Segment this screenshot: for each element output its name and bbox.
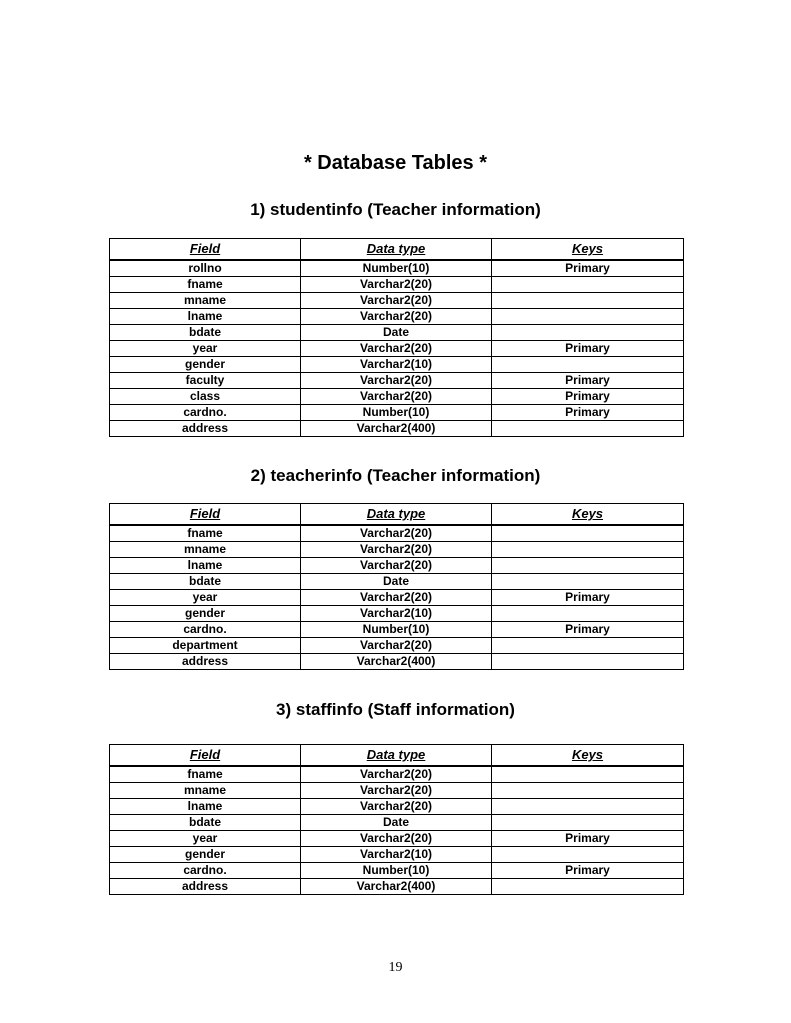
field-cell: fname bbox=[110, 277, 301, 293]
field-cell: cardno. bbox=[110, 863, 301, 879]
keys-cell: Primary bbox=[492, 405, 684, 421]
keys-cell bbox=[492, 766, 684, 783]
table-row bbox=[110, 799, 684, 815]
field-cell: rollno bbox=[110, 260, 301, 277]
table-row bbox=[110, 341, 684, 357]
keys-cell bbox=[492, 574, 684, 590]
field-cell: bdate bbox=[110, 815, 301, 831]
table-row bbox=[110, 638, 684, 654]
field-cell: mname bbox=[110, 542, 301, 558]
page-number: 19 bbox=[388, 960, 403, 975]
keys-cell bbox=[492, 293, 684, 309]
field-cell: fname bbox=[110, 525, 301, 542]
keys-cell bbox=[492, 542, 684, 558]
keys-cell bbox=[492, 799, 684, 815]
staffinfo-table bbox=[109, 744, 684, 895]
data-type-cell: Number(10) bbox=[301, 405, 492, 421]
data-type-cell: Number(10) bbox=[301, 622, 492, 638]
studentinfo-table bbox=[109, 238, 684, 437]
table-header-row bbox=[110, 504, 684, 526]
table-row bbox=[110, 766, 684, 783]
keys-cell: Primary bbox=[492, 622, 684, 638]
keys-cell bbox=[492, 357, 684, 373]
table-row bbox=[110, 525, 684, 542]
table-row bbox=[110, 293, 684, 309]
data-type-cell: Date bbox=[301, 815, 492, 831]
table-row bbox=[110, 783, 684, 799]
table-row bbox=[110, 558, 684, 574]
table-row bbox=[110, 863, 684, 879]
data-type-cell: Varchar2(20) bbox=[301, 831, 492, 847]
data-type-cell: Varchar2(400) bbox=[301, 879, 492, 895]
data-type-cell: Varchar2(20) bbox=[301, 590, 492, 606]
field-cell: lname bbox=[110, 558, 301, 574]
table-row bbox=[110, 421, 684, 437]
keys-cell: Primary bbox=[492, 389, 684, 405]
field-cell: bdate bbox=[110, 574, 301, 590]
table-row bbox=[110, 879, 684, 895]
table-row bbox=[110, 373, 684, 389]
table-row bbox=[110, 277, 684, 293]
data-type-cell: Varchar2(20) bbox=[301, 309, 492, 325]
keys-cell: Primary bbox=[492, 863, 684, 879]
data-type-cell: Varchar2(20) bbox=[301, 373, 492, 389]
table-row bbox=[110, 309, 684, 325]
table-header-row bbox=[110, 239, 684, 261]
data-type-cell: Varchar2(10) bbox=[301, 606, 492, 622]
field-cell: lname bbox=[110, 799, 301, 815]
data-type-cell: Varchar2(400) bbox=[301, 421, 492, 437]
keys-cell bbox=[492, 879, 684, 895]
table-row bbox=[110, 815, 684, 831]
section-title-staffinfo: 3) staffinfo (Staff information) bbox=[276, 700, 515, 719]
keys-cell: Primary bbox=[492, 260, 684, 277]
table-row bbox=[110, 654, 684, 670]
field-cell: gender bbox=[110, 357, 301, 373]
header-data-type: Data type bbox=[301, 504, 492, 526]
table-row bbox=[110, 405, 684, 421]
field-cell: gender bbox=[110, 847, 301, 863]
data-type-cell: Varchar2(20) bbox=[301, 638, 492, 654]
table-row bbox=[110, 357, 684, 373]
table-header-row bbox=[110, 745, 684, 767]
data-type-cell: Varchar2(20) bbox=[301, 389, 492, 405]
field-cell: year bbox=[110, 831, 301, 847]
field-cell: department bbox=[110, 638, 301, 654]
keys-cell bbox=[492, 847, 684, 863]
keys-cell bbox=[492, 421, 684, 437]
table-row bbox=[110, 590, 684, 606]
table-row bbox=[110, 260, 684, 277]
keys-cell bbox=[492, 815, 684, 831]
data-type-cell: Varchar2(20) bbox=[301, 783, 492, 799]
keys-cell bbox=[492, 309, 684, 325]
data-type-cell: Varchar2(10) bbox=[301, 357, 492, 373]
keys-cell bbox=[492, 606, 684, 622]
data-type-cell: Varchar2(20) bbox=[301, 766, 492, 783]
keys-cell bbox=[492, 783, 684, 799]
field-cell: class bbox=[110, 389, 301, 405]
keys-cell bbox=[492, 638, 684, 654]
keys-cell bbox=[492, 525, 684, 542]
data-type-cell: Varchar2(20) bbox=[301, 558, 492, 574]
field-cell: address bbox=[110, 421, 301, 437]
keys-cell bbox=[492, 558, 684, 574]
section-title-studentinfo: 1) studentinfo (Teacher information) bbox=[250, 200, 541, 219]
field-cell: year bbox=[110, 341, 301, 357]
table-row bbox=[110, 325, 684, 341]
keys-cell bbox=[492, 277, 684, 293]
page-title: * Database Tables * bbox=[303, 152, 488, 174]
field-cell: mname bbox=[110, 293, 301, 309]
field-cell: bdate bbox=[110, 325, 301, 341]
data-type-cell: Varchar2(20) bbox=[301, 542, 492, 558]
keys-cell: Primary bbox=[492, 831, 684, 847]
data-type-cell: Number(10) bbox=[301, 260, 492, 277]
data-type-cell: Varchar2(20) bbox=[301, 277, 492, 293]
field-cell: year bbox=[110, 590, 301, 606]
field-cell: gender bbox=[110, 606, 301, 622]
field-cell: fname bbox=[110, 766, 301, 783]
data-type-cell: Varchar2(20) bbox=[301, 525, 492, 542]
data-type-cell: Date bbox=[301, 574, 492, 590]
field-cell: mname bbox=[110, 783, 301, 799]
keys-cell: Primary bbox=[492, 373, 684, 389]
header-keys: Keys bbox=[492, 504, 684, 526]
header-data-type: Data type bbox=[301, 239, 492, 261]
header-keys: Keys bbox=[492, 745, 684, 767]
header-field: Field bbox=[110, 504, 301, 526]
header-data-type: Data type bbox=[301, 745, 492, 767]
table-row bbox=[110, 574, 684, 590]
header-field: Field bbox=[110, 239, 301, 261]
field-cell: lname bbox=[110, 309, 301, 325]
field-cell: faculty bbox=[110, 373, 301, 389]
field-cell: address bbox=[110, 654, 301, 670]
table-row bbox=[110, 389, 684, 405]
keys-cell: Primary bbox=[492, 590, 684, 606]
table-row bbox=[110, 847, 684, 863]
keys-cell bbox=[492, 325, 684, 341]
header-keys: Keys bbox=[492, 239, 684, 261]
field-cell: address bbox=[110, 879, 301, 895]
keys-cell: Primary bbox=[492, 341, 684, 357]
data-type-cell: Varchar2(400) bbox=[301, 654, 492, 670]
section-title-teacherinfo: 2) teacherinfo (Teacher information) bbox=[250, 466, 541, 485]
data-type-cell: Number(10) bbox=[301, 863, 492, 879]
table-row bbox=[110, 622, 684, 638]
data-type-cell: Varchar2(20) bbox=[301, 799, 492, 815]
data-type-cell: Varchar2(20) bbox=[301, 293, 492, 309]
data-type-cell: Varchar2(10) bbox=[301, 847, 492, 863]
teacherinfo-table bbox=[109, 503, 684, 670]
header-field: Field bbox=[110, 745, 301, 767]
data-type-cell: Date bbox=[301, 325, 492, 341]
table-row bbox=[110, 606, 684, 622]
table-row bbox=[110, 542, 684, 558]
data-type-cell: Varchar2(20) bbox=[301, 341, 492, 357]
field-cell: cardno. bbox=[110, 405, 301, 421]
table-row bbox=[110, 831, 684, 847]
keys-cell bbox=[492, 654, 684, 670]
field-cell: cardno. bbox=[110, 622, 301, 638]
